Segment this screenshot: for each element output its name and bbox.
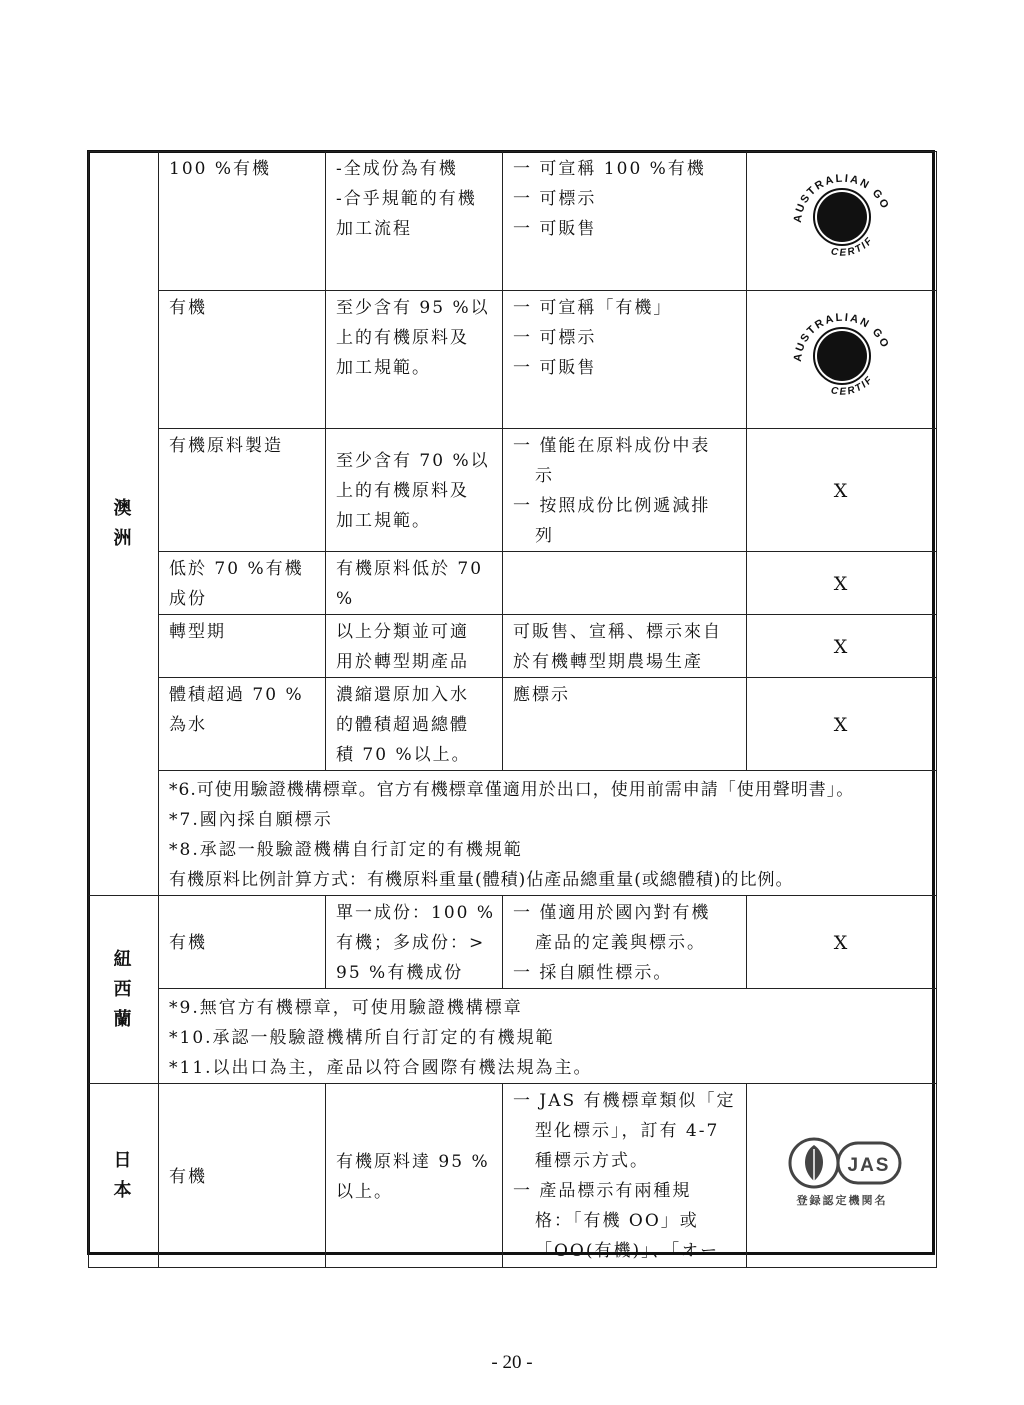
category-cell: 有機原料製造 [159,429,326,552]
category-cell: 有機 [159,291,326,429]
table-row [89,678,937,771]
table-row [89,771,937,896]
labeling-cell: 應標示 [503,678,747,771]
svg-text:CERTIFIED: CERTIF [829,373,876,398]
table-row [89,615,937,678]
region-japan: 日 本 [89,1084,159,1268]
labeling-cell: 一 僅能在原料成份中表 示 一 按照成份比例遞減排 列 [503,429,747,552]
table-row [89,429,937,552]
table-row [89,896,937,989]
table-row [89,152,937,291]
table-row [89,552,937,615]
category-cell: 低於 70 %有機 成份 [159,552,326,615]
jas-logo-cell [747,1084,937,1268]
definition-cell: 有機原料達 95 % 以上。 [326,1084,503,1268]
labeling-cell: 一 可宣稱「有機」 一 可標示 一 可販售 [503,291,747,429]
aus-certified-logo-cell [747,152,937,291]
labeling-cell: 可販售、宣稱、標示來自 於有機轉型期農場生產 [503,615,747,678]
mark-cell: X [747,678,937,771]
definition-cell: 至少含有 70 %以 上的有機原料及 加工規範。 [326,429,503,552]
definition-cell: 濃縮還原加入水 的體積超過總體 積 70 %以上。 [326,678,503,771]
category-cell: 有機 [159,1084,326,1268]
definition-cell: 以上分類並可適 用於轉型期產品 [326,615,503,678]
category-cell: 100 %有機 [159,152,326,291]
australian-government-certified-logo [787,300,897,410]
category-cell: 體積超過 70 % 為水 [159,678,326,771]
svg-text:AUSTRALIAN GOVERNMENT: AUSTRALIAN GO [791,311,891,362]
mark-cell: X [747,552,937,615]
category-cell: 轉型期 [159,615,326,678]
labeling-cell [503,552,747,615]
region-new-zealand: 紐 西 蘭 [89,896,159,1084]
mark-cell: X [747,615,937,678]
new-zealand-notes: *9.無官方有機標章，可使用驗證機構標章 *10.承認一般驗證機構所自行訂定的有機規範 *11.以出口為主，產品以符合國際有機法規為主。 [159,989,937,1084]
definition-cell: 單一成份：100 % 有機；多成份：> 95 %有機成份 [326,896,503,989]
labeling-cell: 一 僅適用於國內對有機 產品的定義與標示。 一 採自願性標示。 [503,896,747,989]
labeling-cell: 一 JAS 有機標章類似「定 型化標示」，訂有 4-7 種標示方式。 一 產品標示有兩種規 格：「有機 OO」或 「OO(有機)」、「オー [503,1084,747,1268]
mark-cell: X [747,896,937,989]
organic-label-table [88,151,937,1268]
definition-cell: 有機原料低於 70 % [326,552,503,615]
definition-cell: 至少含有 95 %以 上的有機原料及 加工規範。 [326,291,503,429]
table-row [89,291,937,429]
category-cell: 有機 [159,896,326,989]
svg-text:登録認定機関名: 登録認定機関名 [796,1193,887,1207]
definition-cell: -全成份為有機 -合乎規範的有機 加工流程 [326,152,503,291]
svg-text:JAS: JAS [847,1154,890,1176]
aus-certified-logo-cell [747,291,937,429]
australia-notes: *6.可使用驗證機構標章。官方有機標章僅適用於出口，使用前需申請「使用聲明書」。 *7.國內採自願標示 *8.承認一般驗證機構自行訂定的有機規範 有機原料比例計算方式：有機原料重量(體積)佔產品總重量(或總體積)的比例。 [159,771,937,896]
jas-organic-logo [772,1131,912,1211]
region-australia: 澳 洲 [89,152,159,896]
svg-text:CERTIFIED: CERTIF [829,234,876,259]
table-row [89,989,937,1084]
australian-government-certified-logo [787,161,897,271]
svg-text:AUSTRALIAN GOVERNMENT: AUSTRALIAN GO [791,172,891,224]
mark-cell: X [747,429,937,552]
page-number: - 20 - [491,1352,533,1373]
labeling-cell: 一 可宣稱 100 %有機 一 可標示 一 可販售 [503,152,747,291]
table-row [89,1084,937,1268]
